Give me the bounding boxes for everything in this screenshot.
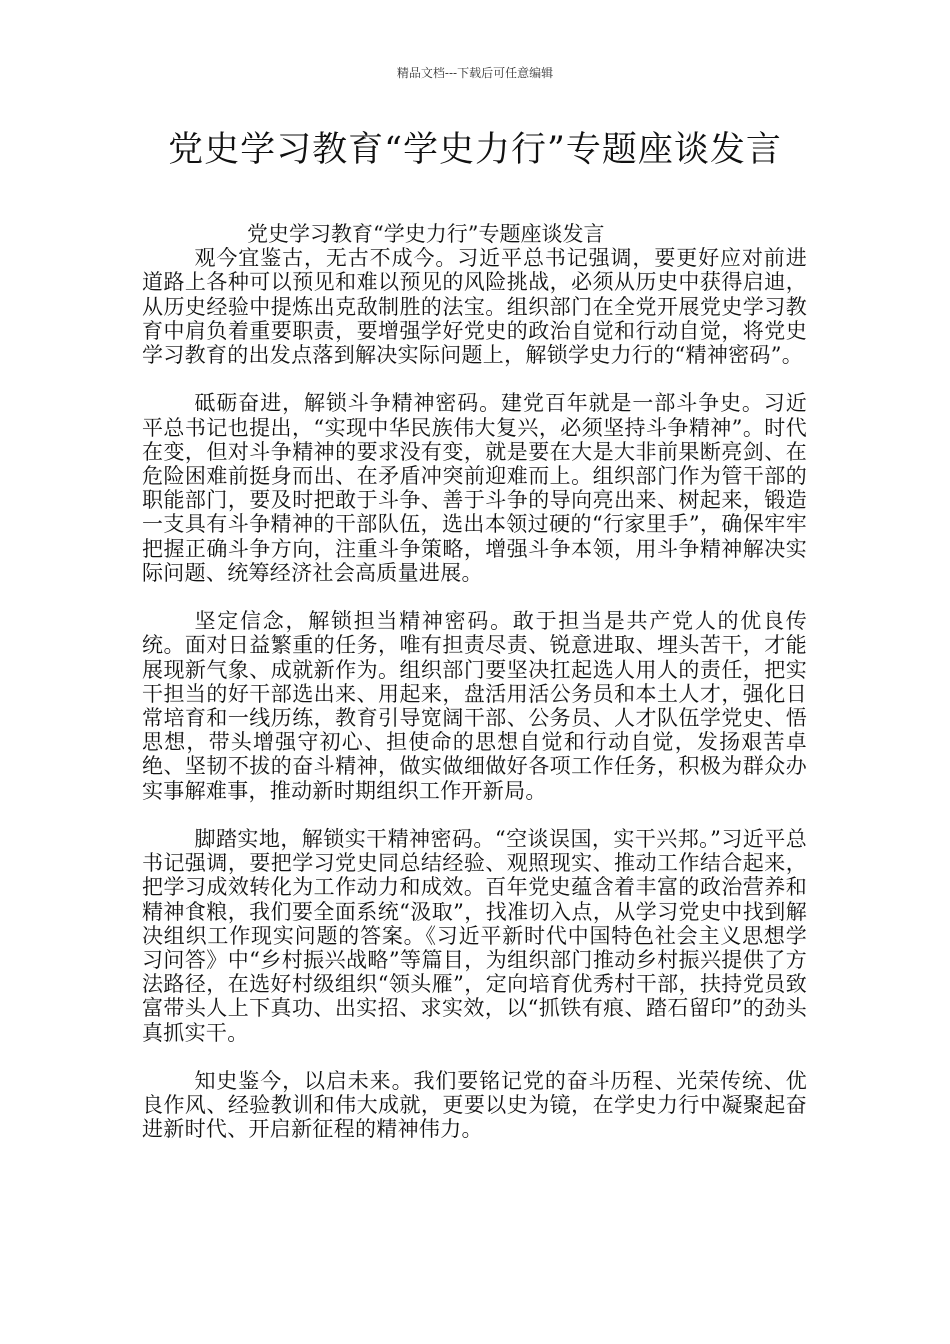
paragraph-conclusion: 知史鉴今，以启未来。我们要铭记党的奋斗历程、光荣传统、优良作风、经验教训和伟大成就，更要以史为镜，在学史力行中凝聚起奋进新时代、开启新征程的精神伟力。: [142, 1069, 807, 1142]
document-body: [142, 222, 807, 1166]
document-subtitle: 党史学习教育“学史力行”专题座谈发言: [247, 222, 605, 246]
paragraph-practical-spirit: 脚踏实地，解锁实干精神密码。“空谈误国，实干兴邦。”习近平总书记强调，要把学习党史同总结经验、观照现实、推动工作结合起来，把学习成效转化为工作动力和成效。百年党史蕴含着丰富的政治营养和精神食粮，我们要全面系统“汲取”，找准切入点，从学习党史中找到解决组织工作现实问题的答案。《习近平新时代中国特色社会主义思想学习问答》中“乡村振兴战略”等篇目，为组织部门推动乡村振兴提供了方法路径，在选好村级组织“领头雁”，定向培育优秀村干部，扶持党员致富带头人上下真功、出实招、求实效，以“抓铁有痕、踏石留印”的劲头真抓实干。: [142, 827, 807, 1045]
paragraph-responsibility-spirit: 坚定信念，解锁担当精神密码。敢于担当是共产党人的优良传统。面对日益繁重的任务，唯有担责尽责、锐意进取、埋头苦干，才能展现新气象、成就新作为。组织部门要坚决扛起选人用人的责任，把实干担当的好干部选出来、用起来，盘活用活公务员和本土人才，强化日常培育和一线历练，教育引导宽阔干部、公务员、人才队伍学党史、悟思想，带头增强守初心、担使命的思想自觉和行动自觉，发扬艰苦卓绝、坚韧不拔的奋斗精神，做实做细做好各项工作任务，积极为群众办实事解难事，推动新时期组织工作开新局。: [142, 609, 807, 803]
document-title: 党史学习教育“学史力行”专题座谈发言: [168, 130, 782, 170]
paragraph-intro: 观今宜鉴古，无古不成今。习近平总书记强调，要更好应对前进道路上各种可以预见和难以预见的风险挑战，必须从历史中获得启迪，从历史经验中提炼出克敌制胜的法宝。组织部门在全党开展党史学习教育中肩负着重要职责，要增强学好党史的政治自觉和行动自觉，将党史学习教育的出发点落到解决实际问题上，解锁学史力行的“精神密码”。: [142, 246, 807, 368]
paragraph-struggle-spirit: 砥砺奋进，解锁斗争精神密码。建党百年就是一部斗争史。习近平总书记也提出，“实现中华民族伟大复兴，必须坚持斗争精神”。时代在变，但对斗争精神的要求没有变，就是要在大是大非前果断亮剑、在危险困难前挺身而出、在矛盾冲突前迎难而上。组织部门作为管干部的职能部门，要及时把敢于斗争、善于斗争的导向亮出来、树起来，锻造一支具有斗争精神的干部队伍，选出本领过硬的“行家里手”，确保牢牢把握正确斗争方向，注重斗争策略，增强斗争本领，用斗争精神解决实际问题、统筹经济社会高质量进展。: [142, 391, 807, 585]
header-note: 精品文档---下载后可任意编辑: [396, 66, 554, 80]
